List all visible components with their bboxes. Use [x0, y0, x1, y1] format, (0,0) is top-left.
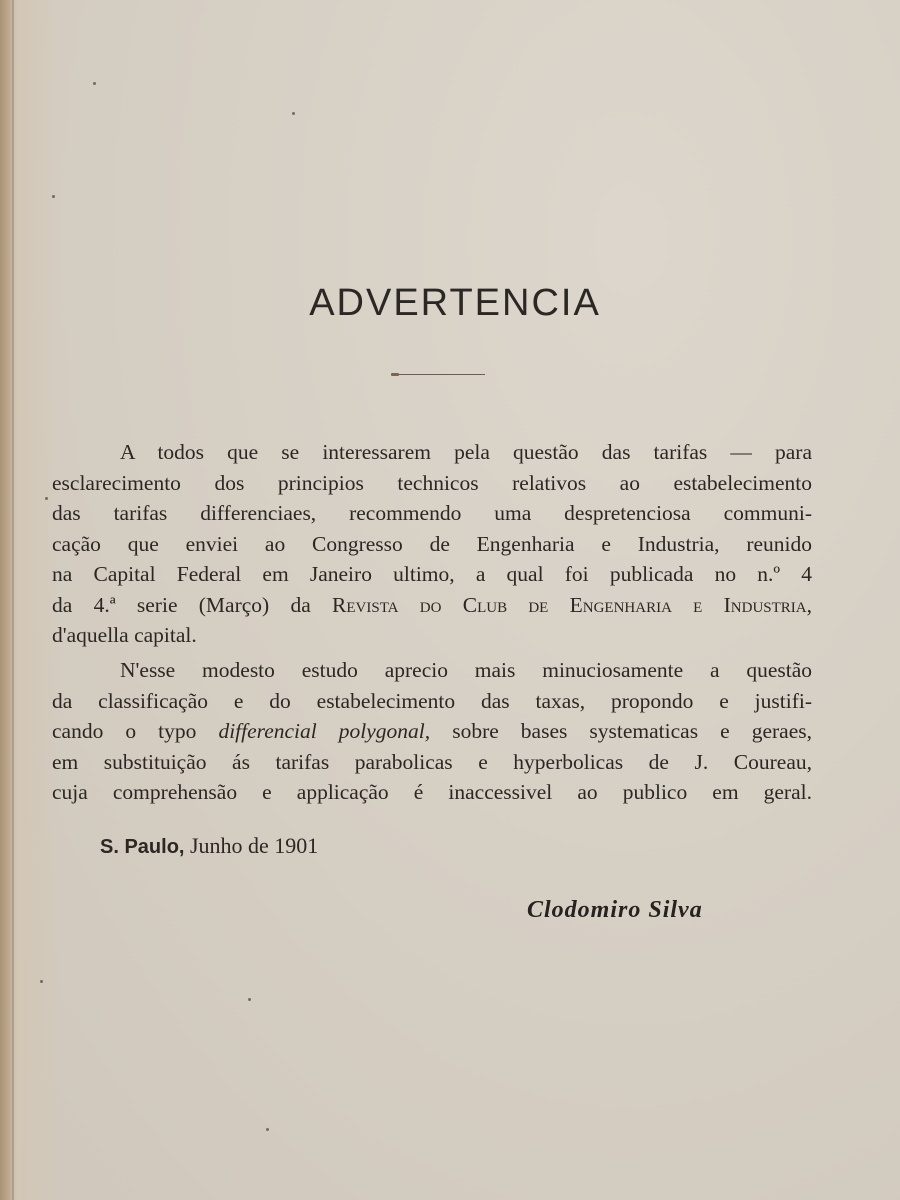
paper-speck — [93, 82, 96, 85]
text-segment: sobre bases systematicas e geraes, — [430, 719, 812, 743]
author-signature: Clodomiro Silva — [527, 897, 703, 923]
text-line: A todos que se interessarem pela questão das tarifas — para — [120, 440, 812, 464]
page-fold-line — [12, 0, 14, 1200]
text-line: N'esse modesto estudo aprecio mais minuciosamente a questão — [120, 658, 812, 682]
paper-speck — [40, 980, 43, 983]
place: S. Paulo, — [100, 836, 185, 858]
text-line: da classificação e do estabelecimento das taxas, propondo e justifi- — [52, 688, 812, 713]
paper-speck — [45, 497, 48, 500]
paper-speck — [248, 998, 251, 1001]
text-line: esclarecimento dos principios technicos relativos ao estabelecimento — [52, 470, 812, 495]
text-line: d'aquella capital. — [52, 623, 197, 647]
paper-speck — [52, 195, 55, 198]
text-segment: cando o typo — [52, 719, 219, 743]
paragraph-2 — [52, 655, 812, 808]
journal-name: Revista do Club de Engenharia e Industria — [332, 592, 807, 617]
text-segment: , — [806, 592, 812, 617]
page-title: ADVERTENCIA — [309, 282, 601, 324]
text-line: cuja comprehensão e applicação é inaccessivel ao publico em geral. — [52, 780, 812, 804]
date: Junho de 1901 — [184, 833, 319, 858]
decorative-rule — [395, 374, 485, 375]
text-segment: da 4.ª serie (Março) da — [52, 592, 333, 617]
text-line: das tarifas differenciaes, recommendo uma despretenciosa communi- — [52, 501, 812, 525]
text-line — [52, 590, 812, 621]
text-line: em substituição ás tarifas parabolicas e hyperbolicas de J. Coureau, — [52, 749, 812, 774]
paper-speck — [292, 112, 295, 115]
paper-speck — [266, 1128, 269, 1131]
paragraph-1 — [52, 437, 812, 651]
text-line — [52, 716, 812, 747]
place-and-date — [100, 833, 318, 859]
emphasis-term: differencial polygonal, — [218, 719, 431, 743]
text-line: na Capital Federal em Janeiro ultimo, a qual foi publicada no n.º 4 — [52, 562, 812, 586]
text-line: cação que enviei ao Congresso de Engenharia e Industria, reunido — [52, 531, 812, 556]
